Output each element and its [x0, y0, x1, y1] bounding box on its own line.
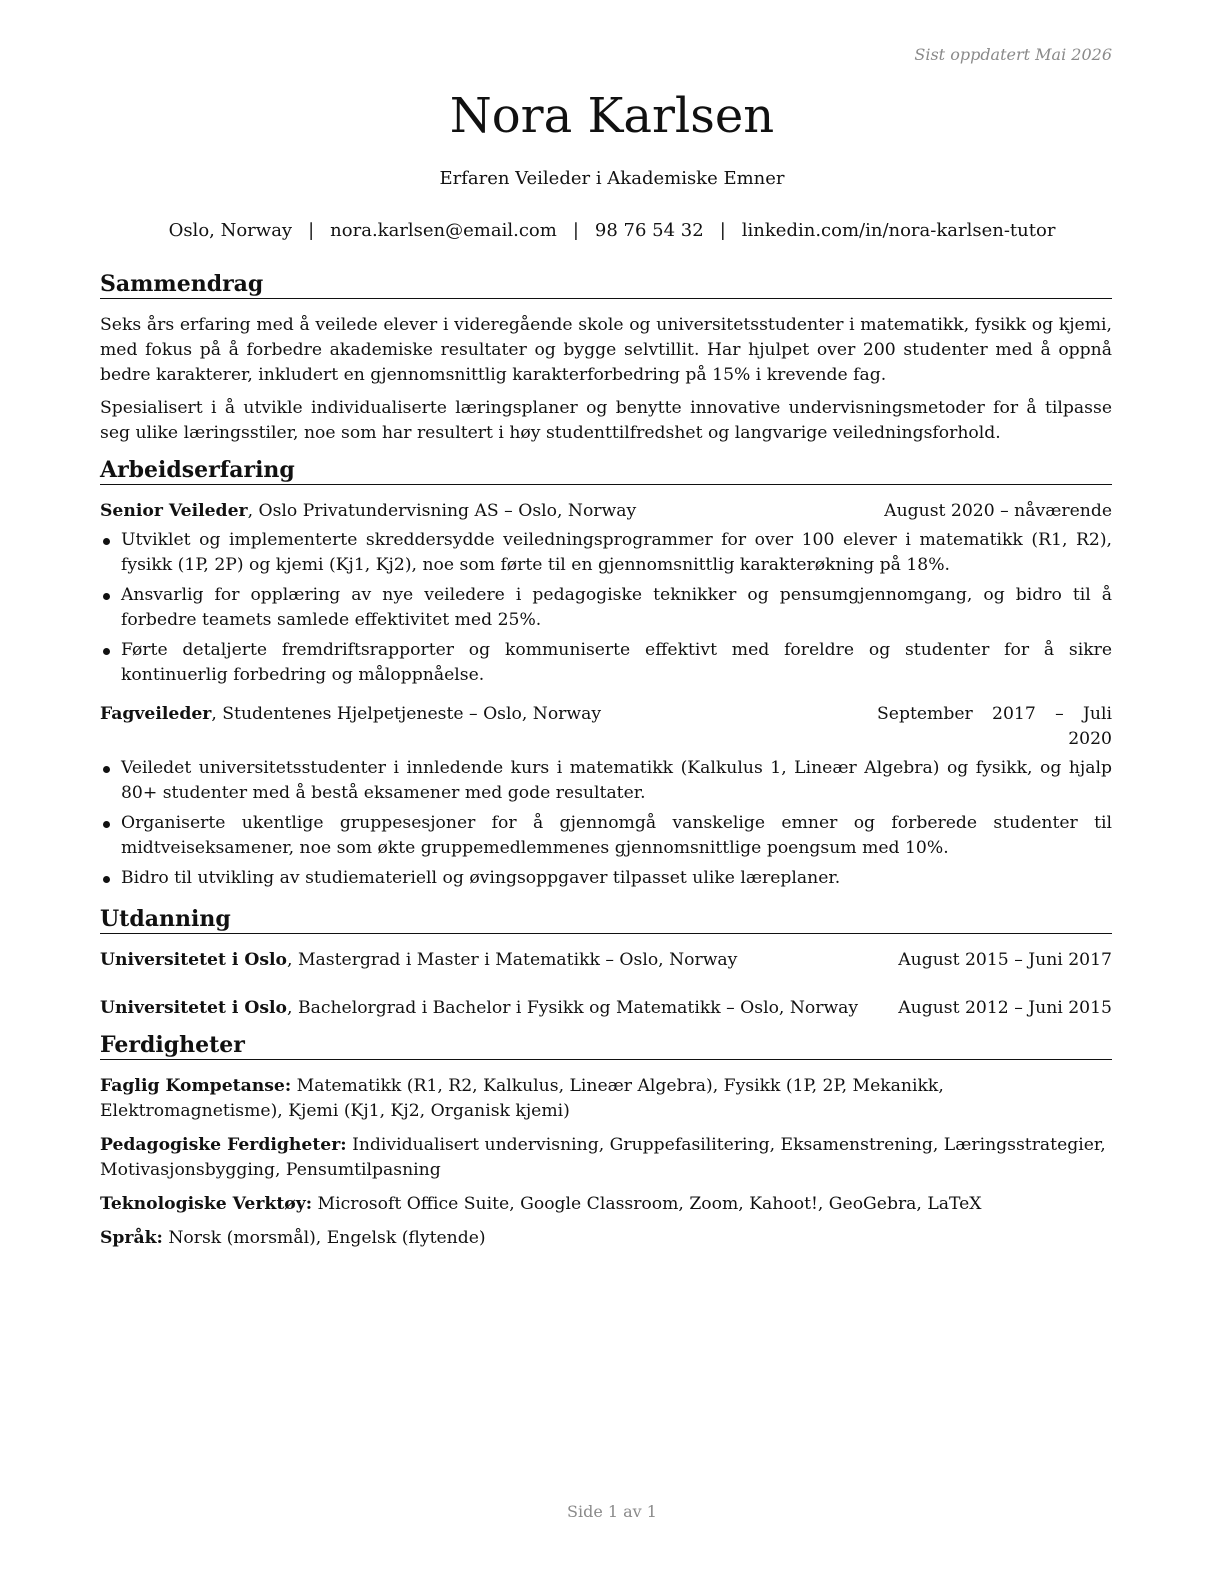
bullet-icon — [103, 538, 110, 545]
contact-separator: | — [308, 220, 315, 241]
education-entry — [100, 996, 1112, 1021]
skill-row — [100, 1192, 1112, 1217]
bullet-icon — [103, 821, 110, 828]
skill-value: Norsk (morsmål), Engelsk (flytende) — [162, 1228, 486, 1248]
section-heading: Utdanning — [100, 905, 1112, 934]
education-school: Universitetet i Oslo — [100, 998, 288, 1018]
bullet-icon — [103, 593, 110, 600]
list-item — [100, 866, 1112, 891]
job-title-line — [100, 499, 636, 524]
job-dates: September 2017 – Juli 2020 — [877, 704, 1112, 749]
bullet-text: Bidro til utvikling av studiemateriell og øvingsoppgaver tilpasset ulike læreplaner. — [121, 868, 841, 888]
education-dates: August 2012 – Juni 2015 — [898, 998, 1112, 1018]
job-bullets — [100, 756, 1112, 891]
job-title-line — [100, 702, 601, 752]
skill-label: Teknologiske Verktøy: — [100, 1194, 313, 1214]
last-updated-note: Sist oppdatert Mai 2026 — [914, 45, 1112, 64]
summary-paragraph: Seks års erfaring med å veilede elever i videregående skole og universitetsstudenter i matematikk, fysikk og kjemi, med fokus på å forbedre akademiske resultater og bygge selvtillit. Har hjulpet over 200 studenter med å oppnå bedre karakterer, inkludert en gjennomsnittlig karakterforbedring på 15% i krevende fag. — [100, 315, 1112, 385]
summary-paragraph: Spesialisert i å utvikle individualiserte læringsplaner og benytte innovative undervisningsmetoder for å tilpasse seg ulike læringsstiler, noe som har resultert i høy studenttilfredshet og langvarige veiledningsforhold. — [100, 398, 1112, 443]
bullet-text: Veiledet universitetsstudenter i innledende kurs i matematikk (Kalkulus 1, Lineær Algebra) og fysikk, og hjalp 80+ studenter med å bestå eksamener med gode resultater. — [121, 758, 1112, 803]
list-item — [100, 583, 1112, 633]
bullet-text: Organiserte ukentlige gruppesesjoner for å gjennomgå vanskelige emner og forberede studenter til midtveiseksamener, noe som økte gruppemedlemmenes gjennomsnittlige poengsum med 10%. — [121, 813, 1112, 858]
skill-label: Faglig Kompetanse: — [100, 1076, 292, 1096]
education-title-line — [100, 948, 737, 973]
list-item — [100, 528, 1112, 578]
bullet-icon — [103, 648, 110, 655]
skill-row — [100, 1133, 1112, 1183]
skill-row — [100, 1074, 1112, 1124]
skills-section — [100, 1031, 1112, 1251]
bullet-text: Ansvarlig for opplæring av nye veiledere i pedagogiske teknikker og pensumgjennomgang, og bidro til å forbedre teamets samlede effektivitet med 25%. — [121, 585, 1112, 630]
bullet-icon — [103, 766, 110, 773]
candidate-tagline: Erfaren Veileder i Akademiske Emner — [439, 168, 785, 189]
job-header — [100, 499, 1112, 524]
contact-phone: 98 76 54 32 — [594, 220, 704, 241]
section-heading: Sammendrag — [100, 270, 1112, 299]
section-heading: Arbeidserfaring — [100, 456, 1112, 485]
skill-value: Matematikk (R1, R2, Kalkulus, Lineær Algebra), Fysikk (1P, 2P, Mekanikk, Elektromagnetisme), Kjemi (Kj1, Kj2, Organisk kjemi) — [100, 1076, 944, 1121]
job-header — [100, 702, 1112, 752]
summary-section — [100, 270, 1112, 446]
job-entry — [100, 499, 1112, 688]
contact-location: Oslo, Norway — [168, 220, 293, 241]
education-school: Universitetet i Oslo — [100, 950, 288, 970]
bullet-text: Førte detaljerte fremdriftsrapporter og kommuniserte effektivt med foreldre og studenter for å sikre kontinuerlig forbedring og måloppnåelse. — [121, 640, 1112, 685]
list-item — [100, 811, 1112, 861]
education-dates: August 2015 – Juni 2017 — [898, 950, 1112, 970]
list-item — [100, 638, 1112, 688]
job-role: Senior Veileder — [100, 501, 248, 521]
job-role: Fagveileder — [100, 704, 212, 724]
page-number: Side 1 av 1 — [567, 1502, 657, 1521]
job-entry — [100, 702, 1112, 891]
education-degree: , Mastergrad i Master i Matematikk – Oslo, Norway — [287, 950, 738, 970]
contact-email[interactable]: nora.karlsen@email.com — [330, 220, 557, 241]
skill-label: Pedagogiske Ferdigheter: — [100, 1135, 347, 1155]
job-org: , Studentenes Hjelpetjeneste – Oslo, Norway — [211, 704, 602, 724]
education-section — [100, 905, 1112, 1021]
bullet-text: Utviklet og implementerte skreddersydde veiledningsprogrammer for over 100 elever i matematikk (R1, R2), fysikk (1P, 2P) og kjemi (Kj1, Kj2), noe som førte til en gjennomsnittlig karakterøkning på 18%. — [121, 530, 1112, 575]
job-bullets — [100, 528, 1112, 688]
skill-label: Språk: — [100, 1228, 163, 1248]
skill-row — [100, 1226, 1112, 1251]
list-item — [100, 756, 1112, 806]
contact-linkedin[interactable]: linkedin.com/in/nora-karlsen-tutor — [741, 220, 1056, 241]
job-org: , Oslo Privatundervisning AS – Oslo, Norway — [247, 501, 637, 521]
skill-value: Microsoft Office Suite, Google Classroom, Zoom, Kahoot!, GeoGebra, LaTeX — [312, 1194, 982, 1214]
section-heading: Ferdigheter — [100, 1031, 1112, 1060]
contact-separator: | — [572, 220, 579, 241]
contact-separator: | — [719, 220, 726, 241]
education-degree: , Bachelorgrad i Bachelor i Fysikk og Matematikk – Oslo, Norway — [287, 998, 859, 1018]
job-dates: August 2020 – nåværende — [884, 501, 1112, 521]
skill-value: Individualisert undervisning, Gruppefasilitering, Eksamenstrening, Læringsstrategier, Motivasjonsbygging, Pensumtilpasning — [100, 1135, 1106, 1180]
experience-section — [100, 456, 1112, 891]
resume-body — [100, 270, 1112, 1261]
education-title-line — [100, 996, 858, 1021]
bullet-icon — [103, 876, 110, 883]
education-entry — [100, 948, 1112, 973]
contact-line — [0, 220, 1224, 241]
candidate-name: Nora Karlsen — [449, 88, 775, 144]
